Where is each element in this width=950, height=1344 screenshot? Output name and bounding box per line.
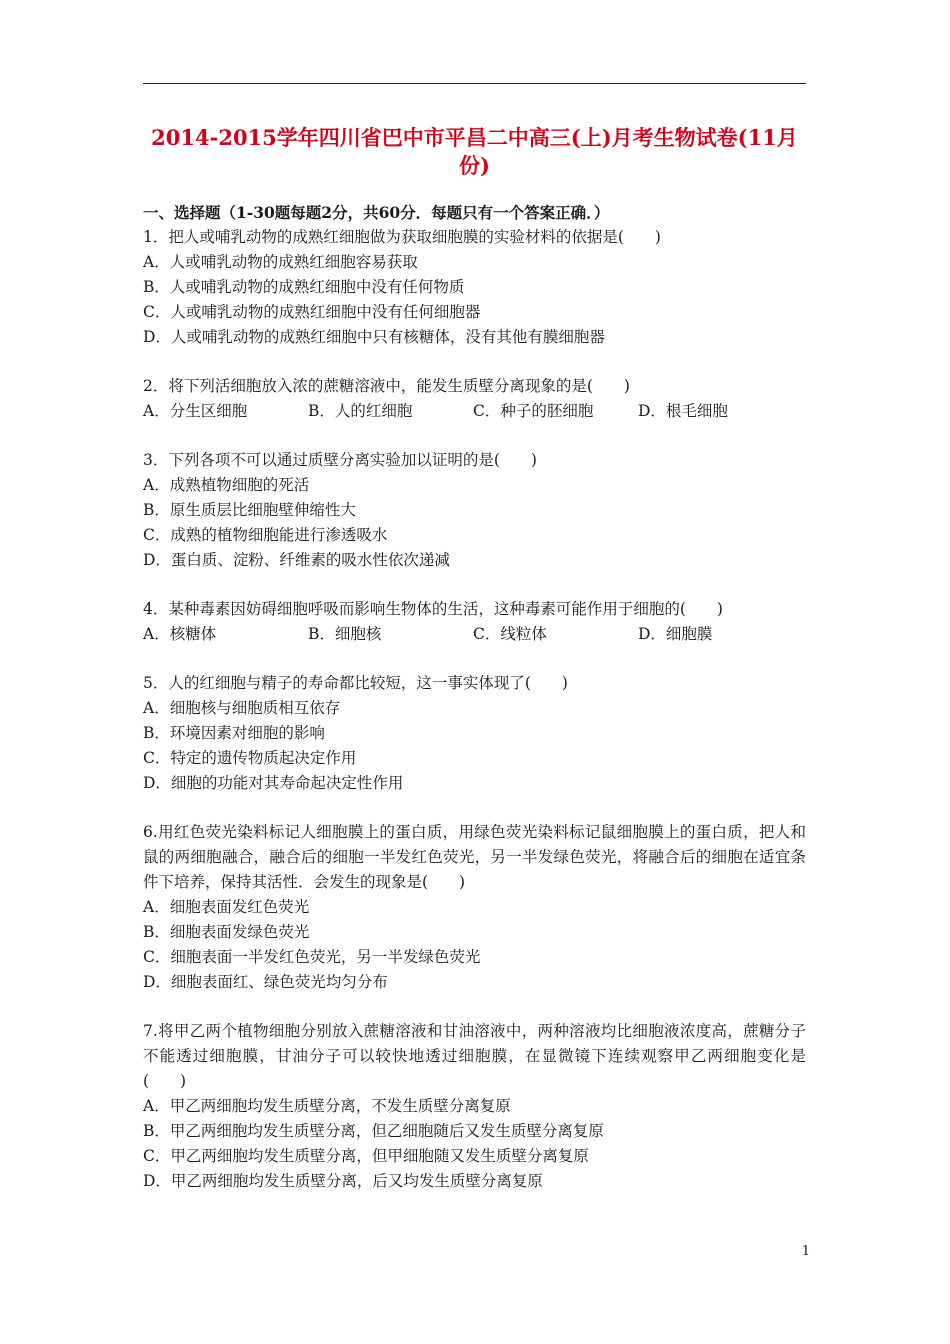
question-5 <box>143 671 806 796</box>
option-c: C．线粒体 <box>473 625 547 643</box>
option-a: A．核糖体 <box>143 625 217 643</box>
option-b: B．细胞核 <box>308 625 382 643</box>
options-row <box>143 399 806 424</box>
option-b: B．原生质层比细胞壁伸缩性大 <box>143 501 356 519</box>
option-a: A．细胞表面发红色荧光 <box>143 898 310 916</box>
question-stem: 1．把人或哺乳动物的成熟红细胞做为获取细胞膜的实验材料的依据是( ) <box>143 228 661 246</box>
question-stem: 7.将甲乙两个植物细胞分别放入蔗糖溶液和甘油溶液中，两种溶液均比细胞液浓度高，蔗糖分子不能透过细胞膜，甘油分子可以较快地透过细胞膜，在显微镜下连续观察甲乙两细胞变化是( ) <box>143 1022 806 1090</box>
option-d: D．细胞膜 <box>638 625 713 643</box>
question-2 <box>143 374 806 424</box>
exam-content <box>143 200 806 1194</box>
option-b: B．细胞表面发绿色荧光 <box>143 923 310 941</box>
page-title: 2014-2015学年四川省巴中市平昌二中高三(上)月考生物试卷(11月份) <box>151 125 798 178</box>
option-b: B．人或哺乳动物的成熟红细胞中没有任何物质 <box>143 278 465 296</box>
option-b: B．人的红细胞 <box>308 402 413 420</box>
header-rule <box>143 83 806 84</box>
option-a: A．成熟植物细胞的死活 <box>143 476 310 494</box>
question-stem: 2．将下列活细胞放入浓的蔗糖溶液中，能发生质壁分离现象的是( ) <box>143 377 630 395</box>
section-heading: 一、选择题（1-30题每题2分，共60分．每题只有一个答案正确．） <box>143 203 610 222</box>
option-c: C．特定的遗传物质起决定作用 <box>143 749 357 767</box>
option-a: A．分生区细胞 <box>143 402 248 420</box>
page-number: 1 <box>801 1244 810 1259</box>
option-d: D．人或哺乳动物的成熟红细胞中只有核糖体，没有其他有膜细胞器 <box>143 328 605 346</box>
option-c: C．甲乙两细胞均发生质壁分离，但甲细胞随又发生质壁分离复原 <box>143 1147 589 1165</box>
question-3 <box>143 448 806 573</box>
option-c: C．人或哺乳动物的成熟红细胞中没有任何细胞器 <box>143 303 481 321</box>
option-d: D．根毛细胞 <box>638 402 728 420</box>
option-b: B．甲乙两细胞均发生质壁分离，但乙细胞随后又发生质壁分离复原 <box>143 1122 604 1140</box>
question-1 <box>143 225 806 350</box>
option-c: C．细胞表面一半发红色荧光，另一半发绿色荧光 <box>143 948 481 966</box>
question-stem: 5．人的红细胞与精子的寿命都比较短，这一事实体现了( ) <box>143 674 568 692</box>
option-c: C．成熟的植物细胞能进行渗透吸水 <box>143 526 388 544</box>
option-d: D．甲乙两细胞均发生质壁分离，后又均发生质壁分离复原 <box>143 1172 543 1190</box>
options-row <box>143 622 806 647</box>
question-stem: 3．下列各项不可以通过质壁分离实验加以证明的是( ) <box>143 451 537 469</box>
option-b: B．环境因素对细胞的影响 <box>143 724 325 742</box>
question-stem: 4．某种毒素因妨碍细胞呼吸而影响生物体的生活，这种毒素可能作用于细胞的( ) <box>143 600 723 618</box>
question-4 <box>143 597 806 647</box>
option-d: D．蛋白质、淀粉、纤维素的吸水性依次递减 <box>143 551 450 569</box>
option-a: A．甲乙两细胞均发生质壁分离，不发生质壁分离复原 <box>143 1097 511 1115</box>
option-d: D．细胞表面红、绿色荧光均匀分布 <box>143 973 388 991</box>
question-6 <box>143 820 806 995</box>
question-stem: 6.用红色荧光染料标记人细胞膜上的蛋白质，用绿色荧光染料标记鼠细胞膜上的蛋白质，把人和鼠的两细胞融合，融合后的细胞一半发红色荧光，另一半发绿色荧光，将融合后的细胞在适宜条件下培养，保持其活性．会发生的现象是( ) <box>143 823 806 891</box>
option-a: A．人或哺乳动物的成熟红细胞容易获取 <box>143 253 418 271</box>
option-c: C．种子的胚细胞 <box>473 402 594 420</box>
question-7 <box>143 1019 806 1194</box>
option-a: A．细胞核与细胞质相互依存 <box>143 699 341 717</box>
option-d: D．细胞的功能对其寿命起决定性作用 <box>143 774 404 792</box>
